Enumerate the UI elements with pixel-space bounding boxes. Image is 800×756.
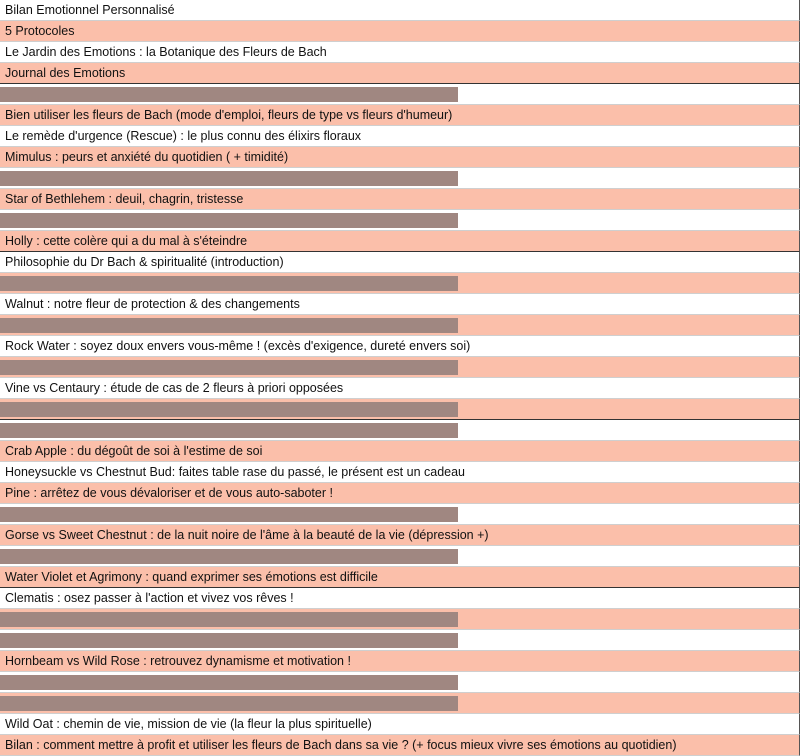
cell-text: Honeysuckle vs Chestnut Bud: faites table rase du passé, le présent est un cadeau (5, 465, 465, 479)
redaction-block (0, 549, 458, 564)
table-row[interactable] (0, 336, 800, 357)
table-row[interactable] (0, 525, 800, 546)
cell-text: Clematis : osez passer à l'action et vivez vos rêves ! (5, 591, 294, 605)
redaction-block (0, 213, 458, 228)
redaction-block (0, 171, 458, 186)
table-row[interactable] (0, 42, 800, 63)
table-row[interactable] (0, 378, 800, 399)
redaction-block (0, 423, 458, 438)
cell-text: Hornbeam vs Wild Rose : retrouvez dynamisme et motivation ! (5, 654, 351, 668)
cell-text: Le remède d'urgence (Rescue) : le plus connu des élixirs floraux (5, 129, 362, 143)
table-row[interactable] (0, 63, 800, 84)
redaction-block (0, 675, 458, 690)
cell-text: 5 Protocoles (5, 24, 75, 38)
cell-text: Walnut : notre fleur de protection & des changements (5, 297, 300, 311)
cell-text: Le Jardin des Emotions : la Botanique des Fleurs de Bach (5, 45, 327, 59)
redaction-block (0, 633, 458, 648)
cell-text: Journal des Emotions (5, 66, 126, 80)
redacted-row[interactable] (0, 693, 800, 714)
cell-text: Gorse vs Sweet Chestnut : de la nuit noire de l'âme à la beauté de la vie (dépression +) (5, 528, 489, 542)
table-row[interactable] (0, 189, 800, 210)
cell-text: Holly : cette colère qui a du mal à s'éteindre (5, 234, 248, 248)
redacted-row[interactable] (0, 630, 800, 651)
redacted-row[interactable] (0, 399, 800, 420)
table-row[interactable] (0, 21, 800, 42)
cell-text: Rock Water : soyez doux envers vous-même ! (excès d'exigence, dureté envers soi) (5, 339, 471, 353)
table-row[interactable] (0, 105, 800, 126)
cell-text: Philosophie du Dr Bach & spiritualité (introduction) (5, 255, 284, 269)
redacted-row[interactable] (0, 168, 800, 189)
redacted-row[interactable] (0, 609, 800, 630)
cell-text: Mimulus : peurs et anxiété du quotidien ( + timidité) (5, 150, 289, 164)
cell-text: Water Violet et Agrimony : quand exprimer ses émotions est difficile (5, 570, 378, 584)
table-row[interactable] (0, 735, 800, 756)
table-row[interactable] (0, 651, 800, 672)
table-row[interactable] (0, 126, 800, 147)
cell-text: Crab Apple : du dégoût de soi à l'estime de soi (5, 444, 263, 458)
redacted-row[interactable] (0, 357, 800, 378)
redaction-block (0, 87, 458, 102)
table-row[interactable] (0, 714, 800, 735)
redacted-row[interactable] (0, 672, 800, 693)
table-row[interactable] (0, 567, 800, 588)
redaction-block (0, 696, 458, 711)
table-row[interactable] (0, 441, 800, 462)
redacted-row[interactable] (0, 546, 800, 567)
table-row[interactable] (0, 231, 800, 252)
cell-text: Pine : arrêtez de vous dévaloriser et de vous auto-saboter ! (5, 486, 333, 500)
redaction-block (0, 318, 458, 333)
redaction-block (0, 612, 458, 627)
cell-text: Bilan : comment mettre à profit et utiliser les fleurs de Bach dans sa vie ? (+ focus mieux vivre ses émotions au quotidien) (5, 738, 677, 752)
redaction-block (0, 360, 458, 375)
redacted-row[interactable] (0, 504, 800, 525)
cell-text: Bien utiliser les fleurs de Bach (mode d'emploi, fleurs de type vs fleurs d'humeur) (5, 108, 453, 122)
cell-text: Wild Oat : chemin de vie, mission de vie (la fleur la plus spirituelle) (5, 717, 372, 731)
table-row[interactable] (0, 147, 800, 168)
redaction-block (0, 276, 458, 291)
redaction-block (0, 507, 458, 522)
table-row[interactable] (0, 588, 800, 609)
redacted-row[interactable] (0, 315, 800, 336)
table-row[interactable] (0, 252, 800, 273)
cell-text: Vine vs Centaury : étude de cas de 2 fleurs à priori opposées (5, 381, 344, 395)
cell-text: Bilan Emotionnel Personnalisé (5, 3, 175, 17)
table-row[interactable] (0, 483, 800, 504)
table-row[interactable] (0, 294, 800, 315)
redacted-row[interactable] (0, 210, 800, 231)
table-row[interactable] (0, 0, 800, 21)
table-row[interactable] (0, 462, 800, 483)
redacted-row[interactable] (0, 420, 800, 441)
redacted-row[interactable] (0, 273, 800, 294)
cell-text: Star of Bethlehem : deuil, chagrin, tristesse (5, 192, 244, 206)
redacted-row[interactable] (0, 84, 800, 105)
redaction-block (0, 402, 458, 417)
